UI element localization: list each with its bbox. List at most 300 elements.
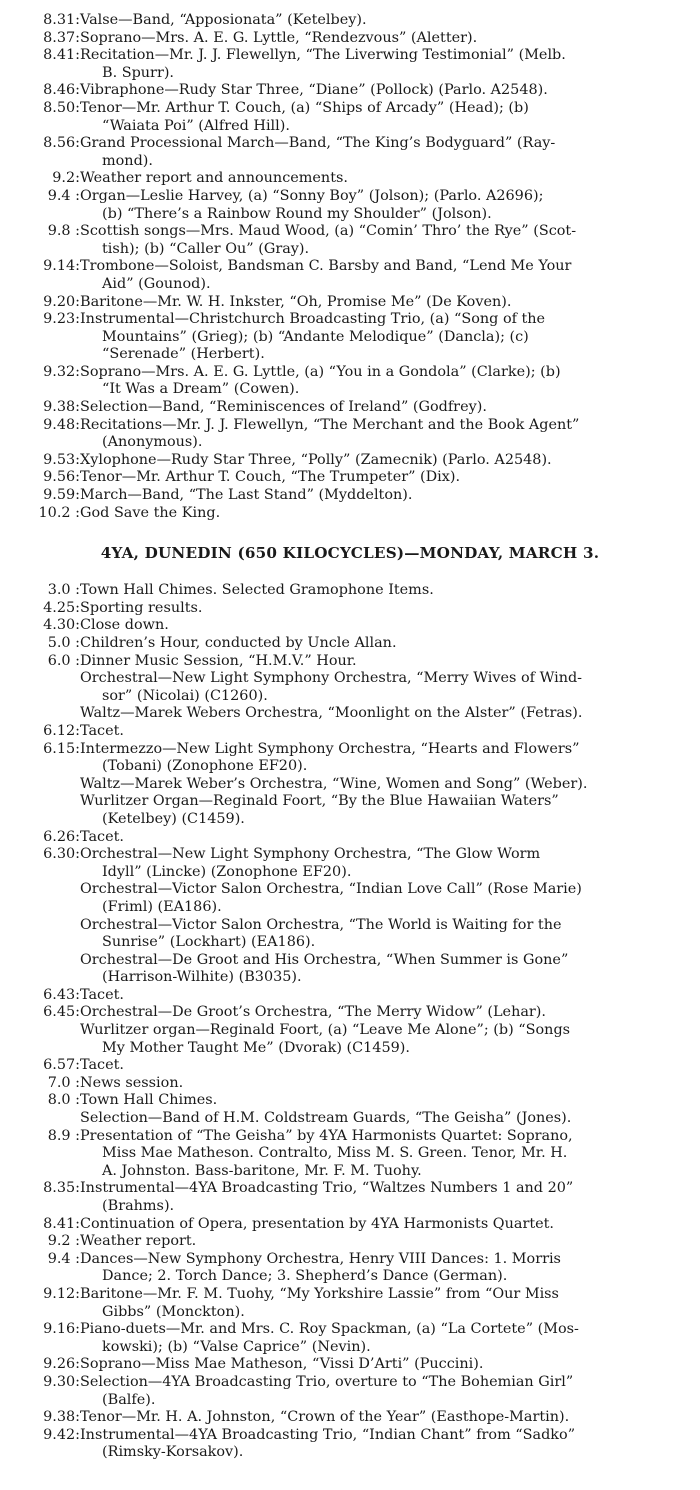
time-spacer — [0, 635, 26, 653]
programme-entry — [0, 600, 700, 618]
programme-entry — [0, 1216, 700, 1234]
entry-text-continued: Mountains” (Grieg); (b) “Andante Melodique” (Dancla); (c) — [102, 328, 529, 345]
sub-entry-indent — [0, 917, 80, 952]
entry-time: 9.4 : — [47, 187, 80, 204]
programme-sub-entry — [0, 952, 700, 987]
programme-entry — [0, 1356, 700, 1374]
entry-time-column — [0, 741, 80, 776]
entry-body — [80, 452, 700, 470]
entry-body — [80, 723, 700, 741]
entry-body — [80, 223, 700, 258]
entry-body — [80, 1092, 700, 1110]
time-spacer — [0, 364, 26, 399]
entry-time-column — [0, 653, 80, 671]
entry-body — [80, 1233, 700, 1251]
time-spacer — [0, 582, 26, 600]
time-spacer — [0, 223, 26, 258]
entry-time-column — [0, 582, 80, 600]
time-spacer — [0, 1374, 26, 1409]
time-spacer — [0, 1251, 26, 1286]
entry-time: 8.35: — [43, 1180, 80, 1197]
entry-time: 8.50: — [43, 99, 80, 116]
time-spacer — [0, 12, 26, 30]
entry-time: 8.0 : — [47, 1092, 80, 1109]
sub-entry-indent — [0, 705, 80, 723]
entry-text: Orchestral—De Groot and His Orchestra, “When Summer is Gone” — [80, 951, 569, 968]
entry-text-continued: Gibbs” (Monckton). — [102, 1303, 245, 1320]
entry-time-column — [0, 223, 80, 258]
entry-time: 8.37: — [43, 29, 80, 46]
entry-time-column — [0, 1180, 80, 1215]
entry-time-column — [0, 47, 80, 82]
entry-text-continued: mond). — [102, 152, 153, 169]
programme-entry — [0, 47, 700, 82]
entry-body — [80, 917, 700, 952]
entry-time: 9.59: — [43, 487, 80, 504]
entry-time: 9.42: — [43, 1426, 80, 1443]
entry-text: Tacet. — [80, 828, 124, 845]
entry-text: Tacet. — [80, 986, 124, 1003]
entry-body — [80, 399, 700, 417]
entry-text: Instrumental—4YA Broadcasting Trio, “Indian Chant” from “Sadko” — [80, 1426, 576, 1443]
time-spacer — [0, 653, 26, 671]
time-spacer — [0, 30, 26, 48]
programme-entry — [0, 1075, 700, 1093]
entry-text-continued: (Balfe). — [102, 1391, 156, 1408]
time-spacer — [0, 829, 26, 847]
programme-entry — [0, 582, 700, 600]
entry-body — [80, 311, 700, 364]
programme-sub-entry — [0, 917, 700, 952]
entry-time-column — [0, 30, 80, 48]
entry-text: Organ—Leslie Harvey, (a) “Sonny Boy” (Jolson); (Parlo. A2696); — [80, 187, 544, 204]
entry-time-column — [0, 1374, 80, 1409]
entry-text: Xylophone—Rudy Star Three, “Polly” (Zamecnik) (Parlo. A2548). — [80, 451, 552, 468]
entry-time-column — [0, 469, 80, 487]
entry-text-continued: “It Was a Dream” (Cowen). — [102, 381, 300, 398]
entry-time-column — [0, 452, 80, 470]
entry-time-column — [0, 987, 80, 1005]
time-spacer — [0, 1004, 26, 1022]
entry-body — [80, 47, 700, 82]
time-spacer — [0, 100, 26, 135]
entry-body — [80, 617, 700, 635]
entry-text-continued: tish); (b) “Caller Ou” (Gray). — [102, 240, 310, 257]
entry-time-column — [0, 723, 80, 741]
programme-entry — [0, 1409, 700, 1427]
entry-text: Sporting results. — [80, 599, 203, 616]
entry-text: Tacet. — [80, 722, 124, 739]
sub-entry-indent — [0, 670, 80, 705]
entry-text-continued: (Anonymous). — [102, 434, 203, 451]
time-spacer — [0, 1427, 26, 1462]
entry-text-continued: B. Spurr). — [102, 64, 175, 81]
entry-time: 8.9 : — [47, 1127, 80, 1144]
entry-body — [80, 1321, 700, 1356]
entry-time: 6.57: — [43, 1057, 80, 1074]
time-spacer — [0, 1092, 26, 1110]
entry-time-column — [0, 1356, 80, 1374]
entry-text: Orchestral—Victor Salon Orchestra, “The World is Waiting for the — [80, 916, 562, 933]
entry-time: 8.56: — [43, 135, 80, 152]
programme-entry — [0, 364, 700, 399]
entry-text: Orchestral—New Light Symphony Orchestra, “The Glow Worm — [80, 846, 541, 863]
time-spacer — [0, 135, 26, 170]
entry-body — [80, 82, 700, 100]
entry-time-column — [0, 170, 80, 188]
entry-text: Valse—Band, “Apposionata” (Ketelbey). — [80, 12, 367, 28]
entry-time-column — [0, 1216, 80, 1234]
entry-body — [80, 135, 700, 170]
programme-section-continued — [0, 12, 700, 522]
sub-entry-indent — [0, 776, 80, 794]
entry-text-continued: Miss Mae Matheson. Contralto, Miss M. S. Green. Tenor, Mr. H. — [102, 1145, 568, 1162]
entry-time: 8.41: — [43, 47, 80, 64]
sub-entry-indent — [0, 1022, 80, 1057]
entry-time: 9.16: — [43, 1321, 80, 1338]
entry-text: Grand Processional March—Band, “The King’s Bodyguard” (Ray- — [80, 135, 556, 152]
entry-text-continued: (Harrison-Wilhite) (B3035). — [102, 969, 302, 986]
entry-text: News session. — [80, 1074, 184, 1091]
time-spacer — [0, 170, 26, 188]
programme-entry — [0, 1004, 700, 1022]
entry-body — [80, 487, 700, 505]
entry-time-column — [0, 1321, 80, 1356]
programme-entry — [0, 829, 700, 847]
time-spacer — [0, 987, 26, 1005]
time-spacer — [0, 487, 26, 505]
entry-time: 9.23: — [43, 311, 80, 328]
entry-text-continued: (Friml) (EA186). — [102, 898, 222, 915]
programme-entry — [0, 399, 700, 417]
entry-text: Weather report and announcements. — [80, 170, 348, 187]
programme-entry — [0, 987, 700, 1005]
entry-text-continued: (b) “There’s a Rainbow Round my Shoulder” (Jolson). — [102, 205, 492, 222]
time-spacer — [0, 1321, 26, 1356]
entry-body — [80, 1427, 700, 1462]
programme-entry — [0, 653, 700, 671]
entry-time-column — [0, 417, 80, 452]
programme-sub-entry — [0, 1022, 700, 1057]
programme-entry — [0, 617, 700, 635]
entry-body — [80, 294, 700, 312]
programme-entry — [0, 100, 700, 135]
entry-body — [80, 1251, 700, 1286]
entry-time-column — [0, 1251, 80, 1286]
entry-time-column — [0, 364, 80, 399]
entry-time: 6.0 : — [47, 652, 80, 669]
time-spacer — [0, 846, 26, 881]
entry-text-continued: “Serenade” (Herbert). — [102, 346, 265, 363]
entry-time-column — [0, 188, 80, 223]
entry-time: 9.20: — [43, 293, 80, 310]
entry-time: 4.25: — [43, 599, 80, 616]
sub-entry-indent — [0, 793, 80, 828]
entry-text: Trombone—Soloist, Bandsman C. Barsby and Band, “Lend Me Your — [80, 258, 572, 275]
station-heading: 4YA, DUNEDIN (650 KILOCYCLES)—MONDAY, MARCH 3. — [100, 544, 600, 563]
entry-time: 9.12: — [43, 1285, 80, 1302]
entry-text-continued: kowski); (b) “Valse Caprice” (Nevin). — [102, 1338, 371, 1355]
entry-text: Intermezzo—New Light Symphony Orchestra, “Hearts and Flowers” — [80, 740, 580, 757]
time-spacer — [0, 417, 26, 452]
entry-text: Instrumental—4YA Broadcasting Trio, “Waltzes Numbers 1 and 20” — [80, 1180, 574, 1197]
entry-time-column — [0, 1409, 80, 1427]
entry-time-column — [0, 829, 80, 847]
entry-text: Orchestral—New Light Symphony Orchestra, “Merry Wives of Wind- — [80, 670, 583, 687]
entry-text: Vibraphone—Rudy Star Three, “Diane” (Pollock) (Parlo. A2548). — [80, 82, 548, 99]
entry-body — [80, 582, 700, 600]
programme-entry — [0, 452, 700, 470]
time-spacer — [0, 617, 26, 635]
programme-entry — [0, 1374, 700, 1409]
entry-text: Orchestral—Victor Salon Orchestra, “Indian Love Call” (Rose Marie) — [80, 881, 582, 898]
entry-time-column — [0, 487, 80, 505]
entry-time: 9.2 : — [47, 1233, 80, 1250]
programme-entry — [0, 1251, 700, 1286]
programme-entry — [0, 1233, 700, 1251]
entry-text: Presentation of “The Geisha” by 4YA Harmonists Quartet: Soprano, — [80, 1127, 573, 1144]
time-spacer — [0, 188, 26, 223]
entry-time-column — [0, 1004, 80, 1022]
programme-entry — [0, 1057, 700, 1075]
programme-entry — [0, 723, 700, 741]
time-spacer — [0, 723, 26, 741]
entry-text-continued: Dance; 2. Torch Dance; 3. Shepherd’s Dance (German). — [102, 1268, 508, 1285]
entry-time-column — [0, 1057, 80, 1075]
programme-entry — [0, 469, 700, 487]
entry-body — [80, 952, 700, 987]
entry-time: 3.0 : — [47, 582, 80, 599]
entry-time: 7.0 : — [47, 1074, 80, 1091]
entry-time: 9.38: — [43, 399, 80, 416]
programme-entry — [0, 258, 700, 293]
entry-body — [80, 1075, 700, 1093]
sub-entry-indent — [0, 881, 80, 916]
programme-entry — [0, 12, 700, 30]
entry-text: Baritone—Mr. W. H. Inkster, “Oh, Promise Me” (De Koven). — [80, 293, 512, 310]
entry-time-column — [0, 846, 80, 881]
entry-body — [80, 635, 700, 653]
programme-entry — [0, 82, 700, 100]
entry-text: Soprano—Miss Mae Matheson, “Vissi D’Arti” (Puccini). — [80, 1356, 484, 1373]
entry-time: 9.32: — [43, 363, 80, 380]
programme-entry — [0, 1180, 700, 1215]
entry-text: Selection—Band, “Reminiscences of Ireland” (Godfrey). — [80, 399, 487, 416]
entry-text: March—Band, “The Last Stand” (Myddelton). — [80, 487, 413, 504]
entry-body — [80, 100, 700, 135]
programme-sub-entry — [0, 776, 700, 794]
entry-time-column — [0, 617, 80, 635]
time-spacer — [0, 452, 26, 470]
time-spacer — [0, 47, 26, 82]
programme-entry — [0, 170, 700, 188]
entry-body — [80, 705, 700, 723]
programme-entry — [0, 1092, 700, 1110]
time-spacer — [0, 505, 26, 523]
programme-entry — [0, 294, 700, 312]
entry-text: Wurlitzer Organ—Reginald Foort, “By the Blue Hawaiian Waters” — [80, 793, 559, 810]
entry-time-column — [0, 135, 80, 170]
entry-time-column — [0, 100, 80, 135]
programme-entry — [0, 1427, 700, 1462]
programme-entry — [0, 635, 700, 653]
entry-text: Soprano—Mrs. A. E. G. Lyttle, (a) “You in a Gondola” (Clarke); (b) — [80, 363, 561, 380]
programme-entry — [0, 30, 700, 48]
entry-time-column — [0, 1075, 80, 1093]
programme-sub-entry — [0, 793, 700, 828]
entry-text-continued: My Mother Taught Me” (Dvorak) (C1459). — [102, 1039, 410, 1056]
time-spacer — [0, 399, 26, 417]
entry-body — [80, 1022, 700, 1057]
entry-time: 9.14: — [43, 258, 80, 275]
entry-body — [80, 1004, 700, 1022]
entry-body — [80, 1409, 700, 1427]
entry-time: 9.30: — [43, 1373, 80, 1390]
entry-body — [80, 12, 700, 30]
entry-time: 9.8 : — [47, 223, 80, 240]
entry-text: Children’s Hour, conducted by Uncle Allan. — [80, 635, 397, 651]
entry-time: 8.41: — [43, 1215, 80, 1232]
entry-body — [80, 793, 700, 828]
entry-time: 6.12: — [43, 722, 80, 739]
entry-time: 8.31: — [43, 12, 80, 28]
entry-body — [80, 776, 700, 794]
entry-body — [80, 170, 700, 188]
entry-time: 6.15: — [43, 740, 80, 757]
entry-text: Tenor—Mr. Arthur T. Couch, (a) “Ships of Arcady” (Head); (b) — [80, 99, 529, 116]
programme-entry — [0, 188, 700, 223]
entry-body — [80, 30, 700, 48]
entry-text: Baritone—Mr. F. M. Tuohy, “My Yorkshire Lassie” from “Our Miss — [80, 1285, 559, 1302]
entry-body — [80, 1128, 700, 1181]
entry-body — [80, 364, 700, 399]
entry-text: Scottish songs—Mrs. Maud Wood, (a) “Comin’ Thro’ the Rye” (Scot- — [80, 223, 577, 240]
entry-body — [80, 469, 700, 487]
entry-time-column — [0, 600, 80, 618]
time-spacer — [0, 1075, 26, 1093]
entry-time: 4.30: — [43, 617, 80, 634]
programme-entry — [0, 487, 700, 505]
time-spacer — [0, 1057, 26, 1075]
entry-body — [80, 1216, 700, 1234]
entry-time: 6.45: — [43, 1004, 80, 1021]
entry-time-column — [0, 1092, 80, 1110]
entry-time-column — [0, 505, 80, 523]
entry-body — [80, 1286, 700, 1321]
entry-body — [80, 670, 700, 705]
entry-time: 8.46: — [43, 82, 80, 99]
entry-time-column — [0, 1427, 80, 1462]
sub-entry-indent — [0, 952, 80, 987]
entry-time-column — [0, 82, 80, 100]
entry-text-continued: (Brahms). — [102, 1198, 175, 1214]
entry-text: Recitations—Mr. J. J. Flewellyn, “The Merchant and the Book Agent” — [80, 416, 580, 433]
entry-body — [80, 741, 700, 776]
entry-text: God Save the King. — [80, 504, 221, 521]
entry-body — [80, 653, 700, 671]
time-spacer — [0, 82, 26, 100]
entry-text: Town Hall Chimes. — [80, 1092, 218, 1109]
entry-time: 9.26: — [43, 1356, 80, 1373]
programme-sub-entry — [0, 881, 700, 916]
entry-text: Tenor—Mr. H. A. Johnston, “Crown of the Year” (Easthope-Martin). — [80, 1409, 570, 1426]
entry-body — [80, 1057, 700, 1075]
time-spacer — [0, 1233, 26, 1251]
sub-entry-indent — [0, 1110, 80, 1128]
entry-time: 10.2 : — [38, 504, 80, 521]
entry-text: Continuation of Opera, presentation by 4YA Harmonists Quartet. — [80, 1215, 554, 1232]
entry-time-column — [0, 258, 80, 293]
entry-text-continued: sor” (Nicolai) (C1260). — [102, 687, 268, 704]
time-spacer — [0, 1409, 26, 1427]
time-spacer — [0, 600, 26, 618]
time-spacer — [0, 1180, 26, 1215]
entry-body — [80, 1180, 700, 1215]
entry-time: 5.0 : — [47, 635, 80, 651]
time-spacer — [0, 741, 26, 776]
time-spacer — [0, 294, 26, 312]
entry-time: 9.38: — [43, 1409, 80, 1426]
entry-text: Dances—New Symphony Orchestra, Henry VIII Dances: 1. Morris — [80, 1250, 561, 1267]
entry-text: Tacet. — [80, 1057, 124, 1074]
programme-entry — [0, 1321, 700, 1356]
time-spacer — [0, 1216, 26, 1234]
entry-time-column — [0, 1128, 80, 1181]
programme-entry — [0, 1286, 700, 1321]
entry-time: 6.30: — [43, 846, 80, 863]
programme-entry — [0, 135, 700, 170]
programme-entry — [0, 505, 700, 523]
programme-entry — [0, 223, 700, 258]
entry-text-continued: Aid” (Gounod). — [102, 275, 211, 292]
entry-time-column — [0, 1233, 80, 1251]
entry-time: 9.4 : — [47, 1250, 80, 1267]
programme-entry — [0, 417, 700, 452]
entry-text: Orchestral—De Groot’s Orchestra, “The Merry Widow” (Lehar). — [80, 1004, 546, 1021]
entry-body — [80, 987, 700, 1005]
entry-time: 6.43: — [43, 986, 80, 1003]
entry-time: 9.48: — [43, 416, 80, 433]
entry-text: Dinner Music Session, “H.M.V.” Hour. — [80, 652, 357, 669]
entry-body — [80, 1374, 700, 1409]
programme-entry — [0, 1128, 700, 1181]
entry-text: Town Hall Chimes. Selected Gramophone Items. — [80, 582, 434, 599]
entry-body — [80, 881, 700, 916]
programme-sub-entry — [0, 705, 700, 723]
entry-text-continued: A. Johnston. Bass-baritone, Mr. F. M. Tuohy. — [102, 1162, 422, 1179]
entry-body — [80, 505, 700, 523]
entry-text-continued: (Rimsky-Korsakov). — [102, 1444, 244, 1461]
entry-text: Close down. — [80, 617, 169, 634]
entry-text: Piano-duets—Mr. and Mrs. C. Roy Spackman, (a) “La Cortete” (Mos- — [80, 1321, 579, 1338]
entry-text: Waltz—Marek Weber’s Orchestra, “Wine, Women and Song” (Weber). — [80, 775, 588, 792]
entry-text: Waltz—Marek Webers Orchestra, “Moonlight on the Alster” (Fetras). — [80, 705, 583, 722]
entry-text-continued: “Waiata Poi” (Alfred Hill). — [102, 117, 290, 134]
entry-body — [80, 417, 700, 452]
entry-time-column — [0, 1286, 80, 1321]
entry-text: Wurlitzer organ—Reginald Foort, (a) “Leave Me Alone”; (b) “Songs — [80, 1022, 571, 1039]
programme-entry — [0, 846, 700, 881]
entry-time-column — [0, 12, 80, 30]
entry-time-column — [0, 399, 80, 417]
entry-text-continued: Idyll” (Lincke) (Zonophone EF20). — [102, 863, 352, 880]
entry-text: Tenor—Mr. Arthur T. Couch, “The Trumpeter” (Dix). — [80, 469, 461, 486]
time-spacer — [0, 1356, 26, 1374]
entry-time: 9.56: — [43, 469, 80, 486]
entry-text: Recitation—Mr. J. J. Flewellyn, “The Liverwing Testimonial” (Melb. — [80, 47, 566, 64]
entry-text: Selection—Band of H.M. Coldstream Guards, “The Geisha” (Jones). — [80, 1110, 572, 1127]
entry-body — [80, 846, 700, 881]
